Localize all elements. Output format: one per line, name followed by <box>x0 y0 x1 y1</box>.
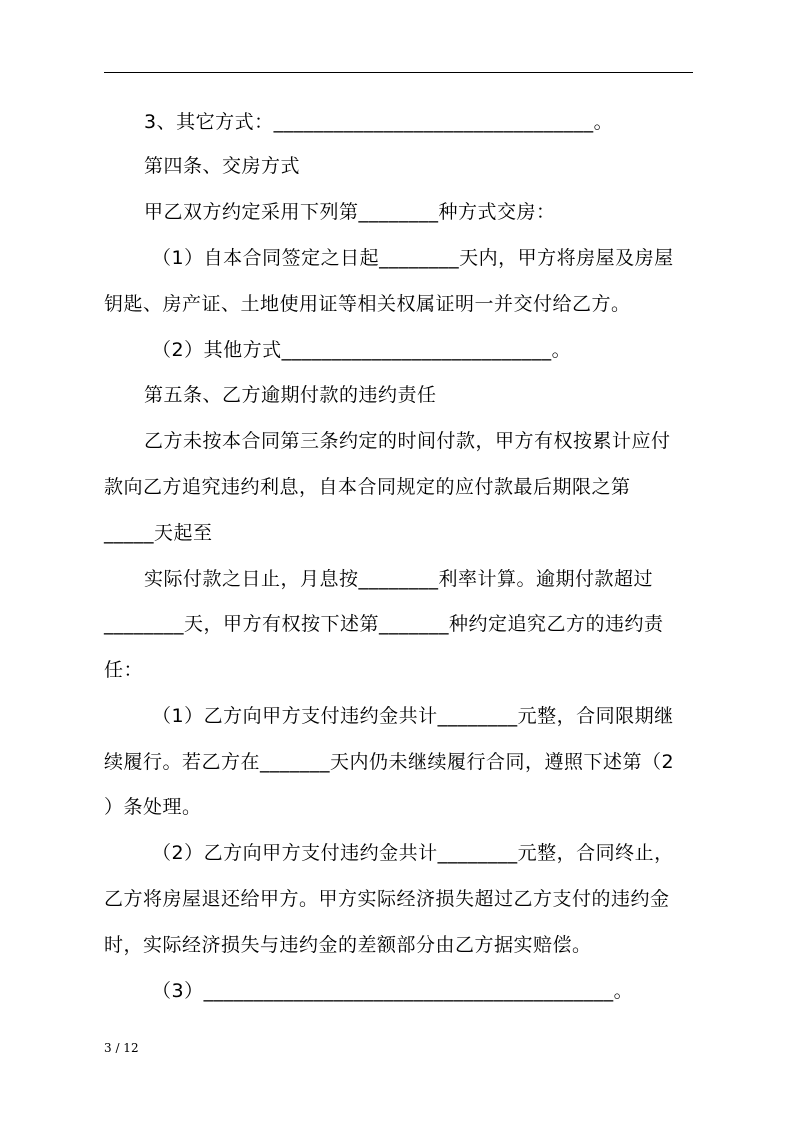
article-5-item-1-line-3: ）条处理。 <box>104 796 202 818</box>
article-5-item-2-line-2: 乙方将房屋退还给甲方。甲方实际经济损失超过乙方支付的违约金 <box>104 888 670 910</box>
article-5-para-line-2: 款向乙方追究违约利息，自本合同规定的应付款最后期限之第 <box>104 476 631 498</box>
header-rule <box>104 72 693 73</box>
article-4-item-1-line-1: （1）自本合同签定之日起________天内，甲方将房屋及房屋 <box>152 247 674 269</box>
article-5-item-3: （3）_________________________________________。 <box>152 980 634 1002</box>
article-5-item-1-line-2: 续履行。若乙方在_______天内仍未继续履行合同，遵照下述第（2 <box>104 751 675 773</box>
article-5-para-line-4: 实际付款之日止，月息按________利率计算。逾期付款超过 <box>144 568 654 590</box>
article-5-para-line-3: _____天起至 <box>104 522 213 544</box>
article-4-item-2: （2）其他方式___________________________。 <box>152 339 572 361</box>
article-5-para-line-5: ________天，甲方有权按下述第_______种约定追究乙方的违约责 <box>104 613 664 635</box>
article-5-item-2-line-3: 时，实际经济损失与违约金的差额部分由乙方据实赔偿。 <box>104 934 592 956</box>
article-5-para-line-1: 乙方未按本合同第三条约定的时间付款，甲方有权按累计应付 <box>144 430 671 452</box>
article-5-heading: 第五条、乙方逾期付款的违约责任 <box>144 384 437 406</box>
article-4-heading: 第四条、交房方式 <box>144 155 301 177</box>
article-5-para-line-6: 任： <box>104 659 144 681</box>
article-5-item-2-line-1: （2）乙方向甲方支付违约金共计________元整，合同终止， <box>152 842 674 864</box>
article-4-item-1-line-2: 钥匙、房产证、土地使用证等相关权属证明一并交付给乙方。 <box>104 293 631 315</box>
page-number: 3 / 12 <box>104 1041 139 1055</box>
article-4-intro: 甲乙双方约定采用下列第________种方式交房： <box>144 201 556 223</box>
clause-3-other-method: 3、其它方式：________________________________。 <box>144 111 614 133</box>
article-5-item-1-line-1: （1）乙方向甲方支付违约金共计________元整，合同限期继 <box>152 705 674 727</box>
